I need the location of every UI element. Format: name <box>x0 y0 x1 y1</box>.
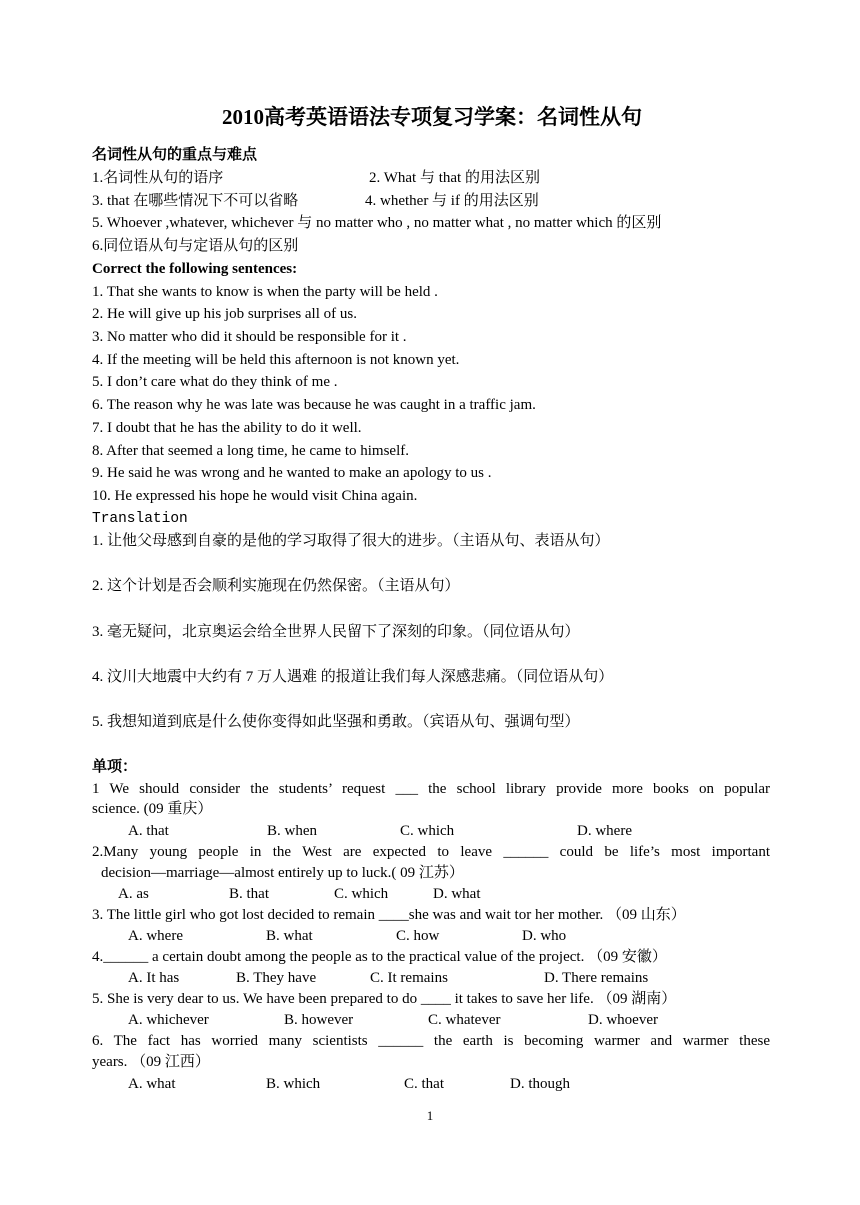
question-1-text-cont: science. (09 重庆） <box>92 801 213 817</box>
correct-item: 4. If the meeting will be held this afternoon is not known yet. <box>92 352 460 368</box>
question-6-text: 6. The fact has worried many scientists ______ the earth is becoming warmer and warmer these <box>92 1033 770 1049</box>
question-4-option-a: A. It has <box>128 970 180 986</box>
translation-item: 1. 让他父母感到自豪的是他的学习取得了很大的进步。（主语从句、表语从句） <box>92 533 610 549</box>
question-2-text-cont: decision—marriage—almost entirely up to luck.( 09 江苏） <box>101 865 464 881</box>
translation-item: 3. 毫无疑问，北京奥运会给全世界人民留下了深刻的印象。（同位语从句） <box>92 624 580 640</box>
mc-heading: 单项： <box>92 759 138 775</box>
question-3-option-a: A. where <box>128 928 183 944</box>
question-6-option-b: B. which <box>266 1076 321 1092</box>
question-2-text: 2.Many young people in the West are expected to leave ______ could be life’s most important <box>92 844 770 860</box>
question-3-option-c: C. how <box>396 928 440 944</box>
question-3-text: 3. The little girl who got lost decided to remain ____she was and wait tor her mother. （09 山东） <box>92 907 686 923</box>
translation-item: 5. 我想知道到底是什么使你变得如此坚强和勇敢。（宾语从句、强调句型） <box>92 714 580 730</box>
correct-item: 1. That she wants to know is when the party will be held . <box>92 284 438 300</box>
translation-item: 2. 这个计划是否会顺利实施现在仍然保密。（主语从句） <box>92 578 460 594</box>
point-1: 1.名词性从句的语序 <box>92 170 224 186</box>
question-1-option-a: A. that <box>128 823 169 839</box>
question-1-option-d: D. where <box>577 823 632 839</box>
translation-heading: Translation <box>92 511 188 527</box>
correct-item: 8. After that seemed a long time, he came to himself. <box>92 443 409 459</box>
question-2-option-c: C. which <box>334 886 389 902</box>
correct-item: 5. I don’t care what do they think of me . <box>92 374 338 390</box>
point-4: 4. whether 与 if 的用法区别 <box>365 193 539 209</box>
question-4-option-b: B. They have <box>236 970 317 986</box>
question-4-option-c: C. It remains <box>370 970 448 986</box>
question-3-option-b: B. what <box>266 928 313 944</box>
question-1-option-c: C. which <box>400 823 455 839</box>
question-6-option-c: C. that <box>404 1076 444 1092</box>
question-2-option-d: D. what <box>433 886 481 902</box>
correct-item: 6. The reason why he was late was because he was caught in a traffic jam. <box>92 397 536 413</box>
question-2-option-a: A. as <box>118 886 149 902</box>
correct-item: 7. I doubt that he has the ability to do it well. <box>92 420 362 436</box>
point-5: 5. Whoever ,whatever, whichever 与 no matter who , no matter what , no matter which 的区别 <box>92 215 662 231</box>
question-5-option-c: C. whatever <box>428 1012 501 1028</box>
question-5-text: 5. She is very dear to us. We have been prepared to do ____ it takes to save her life. （09 湖南） <box>92 991 677 1007</box>
page-title: 2010高考英语语法专项复习学案：名词性从句 <box>222 105 642 129</box>
question-6-text-cont: years. （09 江西） <box>92 1054 210 1070</box>
points-heading: 名词性从句的重点与难点 <box>92 147 258 163</box>
page-number: 1 <box>426 1108 434 1123</box>
question-1-option-b: B. when <box>267 823 317 839</box>
question-5-option-a: A. whichever <box>128 1012 209 1028</box>
point-6: 6.同位语从句与定语从句的区别 <box>92 238 299 254</box>
correct-item: 9. He said he was wrong and he wanted to make an apology to us . <box>92 465 492 481</box>
correct-item: 10. He expressed his hope he would visit China again. <box>92 488 418 504</box>
correct-item: 2. He will give up his job surprises all of us. <box>92 306 357 322</box>
question-5-option-d: D. whoever <box>588 1012 658 1028</box>
question-4-text: 4.______ a certain doubt among the people as to the practical value of the project. （09 安徽） <box>92 949 667 965</box>
question-1-text: 1 We should consider the students’ request ___ the school library provide more books on popular <box>92 781 770 797</box>
correct-item: 3. No matter who did it should be responsible for it . <box>92 329 407 345</box>
correct-heading: Correct the following sentences: <box>92 261 298 277</box>
question-6-option-a: A. what <box>128 1076 176 1092</box>
question-5-option-b: B. however <box>284 1012 354 1028</box>
question-4-option-d: D. There remains <box>544 970 649 986</box>
point-3: 3. that 在哪些情况下不可以省略 <box>92 193 299 209</box>
question-6-option-d: D. though <box>510 1076 570 1092</box>
question-3-option-d: D. who <box>522 928 567 944</box>
translation-item: 4. 汶川大地震中大约有 7 万人遇难 的报道让我们每人深感悲痛。（同位语从句） <box>92 669 614 685</box>
question-2-option-b: B. that <box>229 886 269 902</box>
point-2: 2. What 与 that 的用法区别 <box>369 170 540 186</box>
